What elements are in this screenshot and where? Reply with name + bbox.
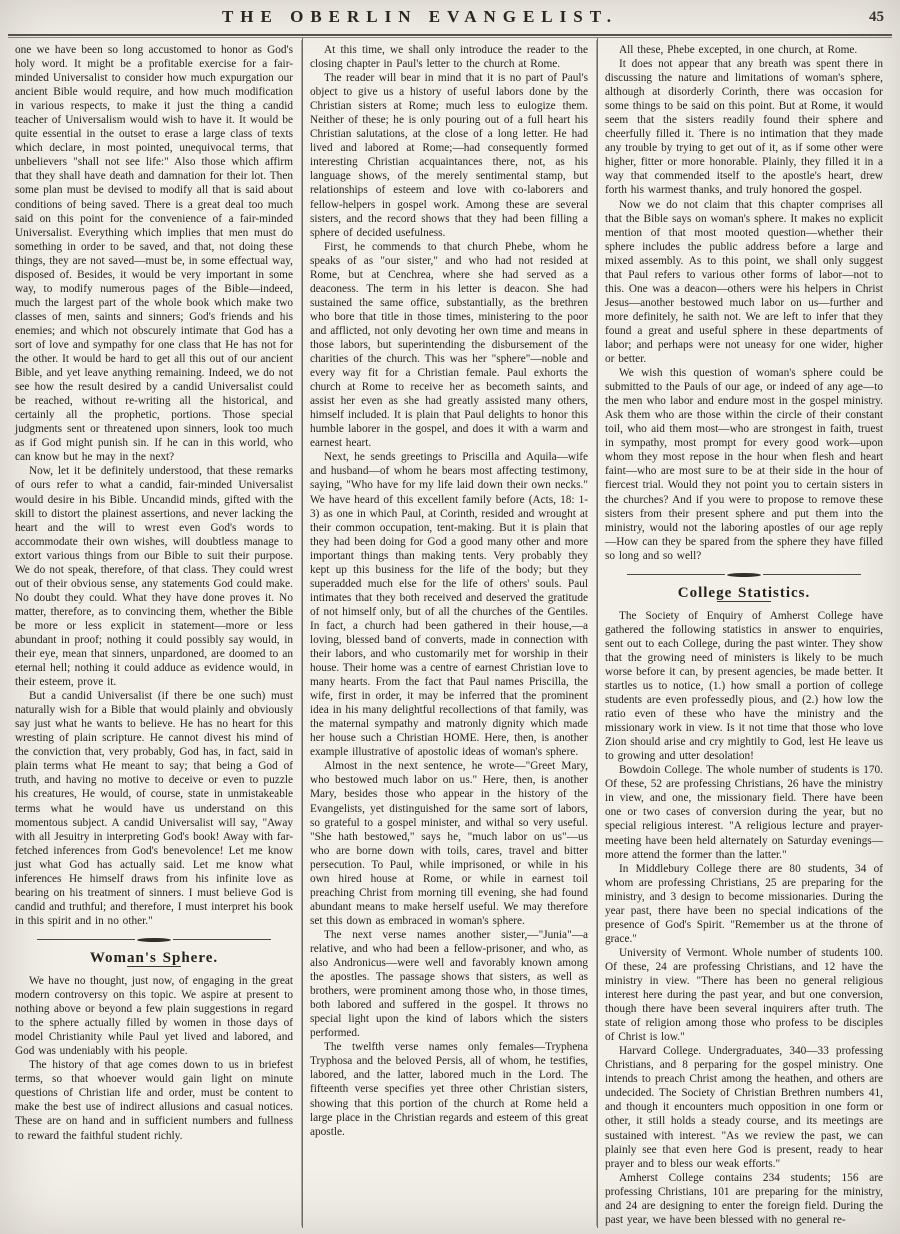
- column-3: [597, 38, 892, 1228]
- paragraph: Amherst College contains 234 students; 156 are professing Christians, 101 are preparing for the ministry, and 24 are designing to enter the foreign field. During the past year, we have been blessed with no general re-: [605, 1171, 883, 1226]
- paragraph: It does not appear that any breath was spent there in discussing the nature and limitations of woman's sphere, although at disorderly Corinth, there was occasion for some things to be said on this point. But at Rome, it would seem that the sisters readily found their sphere and cheerfully filled it. There is no intimation that they made any trouble by trying to get out of it, as if some other were higher, fitter or more honorable. Plainly, they filled it in a way that commended itself to the apostle's heart, drew forth his warmest thanks, and truly honored the gospel.: [605, 58, 883, 197]
- paragraph: Now, let it be definitely understood, that these remarks of ours refer to what a candid, fair-minded Universalist would desire in his Bible. Uncandid minds, gifted with the skill to distort the plainest assertions, and never lacking the heart and the will to wrest even God's words to accommodate their own wishes, will doubtless manage to extort various things from our Bible to suit their purpose. We do not speak, therefore, of that class. They could wrest out of their obvious sense, any statements God could make. No doubt they could. What they have done proves it. No matter, therefore, as to convincing them, whether the Bible be more or less explicit in statement—more or less abundant in proof; nothing it could possibly say would, in their eye, mean that sinners, unpardoned, are doomed to an eternal hell; nothing it could adduce as evidence would, in their esteem, prove it.: [15, 465, 293, 689]
- heading-rule: [717, 601, 771, 602]
- paragraph: The twelfth verse names only females—Tryphena Tryphosa and the beloved Persis, all of whom, he testifies, labored, and the latter, labored much in the Lord. The fifteenth verse specifies yet three other Christian sisters, showing that this portion of the church at Rome held a large place in the Christian regards and esteem of this great apostle.: [310, 1041, 588, 1138]
- paragraph: Bowdoin College. The whole number of students is 170. Of these, 52 are professing Christians, 26 have the ministry in view, and one, the missionary field. There have been one or two cases of conversion during the year, but no special religious interest. "A religious lecture and prayer-meeting have been held alternately on Saturday evenings—more attend the former than the latter.": [605, 764, 883, 861]
- paragraph: First, he commends to that church Phebe, whom he speaks of as "our sister," and who had not resided at Rome, but at Cenchrea, where she had served as a deaconess. The term in his letter is deacon. She had sustained the same office, substantially, as the brethren who bore that title in those times, ministering to the poor and afflicted, not only devoting her own time and means in those labors, but superintending the disbursement of the charities of the church. This was her "sphere"—noble and every way fit for a Christian female. Paul exhorts the church at Rome to receive her as becometh saints, and assist her even as she had greatly assisted many others, himself included. It is plain that Paul delights to honor this humble laborer in the gospel, and does it with a warm and earnest heart.: [310, 240, 588, 450]
- paragraph: But a candid Universalist (if there be one such) must naturally wish for a Bible that would plainly and obviously say just what he wants to believe. He has no heart for this wresting of plain scripture. He cannot divest his mind of the conviction that, very probably, God has, in fact, said in plain terms what He meant to say; that being a God of truth, and having no motive to deceive or even to puzzle his creatures, He would, of course, state in unmistakeable terms what he would have us understand on this momentous subject. A candid Universalist will say, "Away with all Jesuitry in interpreting God's book! Away with far-fetched inferences from God's benevolence! Let me know just what God has actually said. Let me know what inferences He himself draws from his infinite love as bearing on his treatment of sinners. I must believe God is candid and truthful; and therefore, I must interpret his book in this spirit and in no other.": [15, 690, 293, 927]
- paragraph: The history of that age comes down to us in briefest terms, so that whoever would gain light on minute questions of Christian life and order, must be content to make the best use of indirect allusions and casual notices. These are on hand and in sufficient numbers and fullness to reward the faithful student richly.: [15, 1059, 293, 1142]
- paragraph: We wish this question of woman's sphere could be submitted to the Pauls of our age, or indeed of any age—to the men who labor and endure most in the gospel ministry. Ask them who are those within the circle of their constant toil, who aid them most—who are strongest in faith, truest in sympathy, most prompt for every good work—upon whom they most repose in the hour when flesh and heart faint—who are most sure to be at their side in the hour of fiercest trial. Would they not point you to certain sisters in the churches? And if you were to propose to remove these sisters from their present sphere and put them into the ministry, would not the laboring apostles of our age reply—How can they be spared from the sphere they have filled so long and so well?: [605, 367, 883, 562]
- section-divider: [627, 573, 861, 577]
- divider-line: [627, 574, 725, 575]
- paragraph: We have no thought, just now, of engaging in the great modern controversy on this topic. We aspire at present to nothing above or beyond a few plain suggestions in regard to the sphere actually filled by women in those days of model Christianity while Paul yet lived and labored, and God was undeniably with his people.: [15, 975, 293, 1058]
- page-number: 45: [869, 9, 884, 25]
- paragraph: one we have been so long accustomed to honor as God's holy word. It might be a profitable exercise for a fair-minded Universalist to consider how much expurgation our ancient Bible would require, and how much modification in various respects, to make it just the thing a candid teacher of Universalism would wish to have it. It would be quite essential in the outset to erase a large class of texts which declare, in most pointed, unequivocal terms, that unbelievers "shall not see life:" Also those which affirm that they shall have death and damnation for their lot. Then some plan must be devised to modify all that is said about conditions of being saved. There is a great deal too much said on this point for the convenience of a fair-minded Universalist. Everything which implies that men must do something in order to be saved, and that, not doing these things, they are not saved—must be, in some effectual way, disposed of. Besides, it would be very important in some way, to modify numerous pages of the Bible—indeed, much the largest part of the whole book which make two classes of men, saints and sinners; God's friends and his enemies; and which not obscurely intimate that God has a sort of love and sympathy for one class that He has not for the other. It would be hard to get all this out of our ancient Bible, and yet leave anything remaining. Indeed, we do not see how the result desired by a candid Universalist could be reached, without re-writing all the historical, and certainly all the prophetic, portions. Those special judgments sent or threatened upon sinners, look too much as if God might punish sin. If he can in this world, who can know but he may in the next?: [15, 44, 293, 464]
- paragraph: The next verse names another sister,—"Junia"—a relative, and who had been a fellow-prisoner, and who, as also Andronicus—were well and favorably known among the apostles. The passage shows that sisters, as well as brothers, were prominent among those who, in those times, both labored and suffered in the gospel. It throws no special light upon the kind of labors which the sisters performed.: [310, 928, 588, 1040]
- divider-line: [763, 574, 861, 575]
- paragraph: The Society of Enquiry of Amherst College have gathered the following statistics in answer to enquiries, sent out to each College, during the past winter. They show that the growing need of ministers is likely to be much worse before it can, by present agencies, be made better. It startles us to notice, (1.) how small a portion of college students are even professedly pious, and (2.) how low the ratio even of these who have the ministry and the missionary work in view. Is it not time that those who love Zion should arise and cry mightily to God, lest He leave us to growing and utter desolation!: [605, 609, 883, 763]
- paragraph: All these, Phebe excepted, in one church, at Rome.: [619, 44, 858, 56]
- paragraph: University of Vermont. Whole number of students 100. Of these, 24 are professing Christians, and 12 have the ministry in view. "There has been no general religious interest here during the past year, and but one conversion, though there have been several inquirers after truth. The state of religion among those who profess to be disciples of Christ is low.": [605, 946, 883, 1044]
- section-divider: [37, 938, 271, 942]
- divider-line: [173, 939, 271, 940]
- section-heading: Woman's Sphere.: [89, 949, 219, 966]
- paragraph: Next, he sends greetings to Priscilla and Aquila—wife and husband—of whom he bears most affecting testimony, saying, "Who have for my life laid down their own necks." We have heard of this excellent family before (Acts, 18: 1-3) as one in which Paul, at Corinth, resided and wrought at their common occupation, tent-making. But it is plain that they had been doing for God a good many other and more important things than making tents. Very probably they kept up this business for the life of the body; but they superadded much else for the life of others' souls. Paul intimates that they both received and deserved the gratitude of not himself only, but of all the churches of the Gentiles. In fact, a church had been gathered in their house,—a loving, blessed band of converts, made in connection with their labors, and who customarily met for worship in their house. Their home was a centre of earnest Christian love to many hearts. From the fact that Paul names Priscilla, the wife, first in order, it may be inferred that the prominent idea in his many delightful recollections of that family, was the maternal sympathy and matronly dignity which made her house such a Christian HOME. Here, then, is another example illustrative of apostolic ideas of woman's sphere.: [310, 451, 589, 759]
- column-1: [8, 38, 302, 1228]
- paragraph: Almost in the next sentence, he wrote—"Greet Mary, who bestowed much labor on us." Here, then, is another Mary, besides those who appear in the history of the Evangelists, yet distinguished for the same sort of labors, so grateful to a gospel minister, and withal so very useful. "She hath bestowed," says he, "much labor on us"—us who are borne down with toils, cares, travel and bitter persecution. To Paul, while imprisoned, or while in his own hired house at Rome, or while in earnest toil preaching Christ from morning till evening, she had found abundant means to make herself useful. We may therefore set this down as embraced in woman's sphere.: [310, 760, 588, 927]
- newspaper-title: THE OBERLIN EVANGELIST.: [221, 7, 619, 26]
- paragraph: Harvard College. Undergraduates, 340—33 professing Christians, and 8 perparing for the gospel ministry. One intends to preach Christ among the heathen, and others are undecided. The Society of Christian Brethren numbers 41, and though it encounters much opposition in one form or other, it still holds a steady course, and its meetings are sustained with interest. "As we review the past, we can plainly see that even here God is present, ready to hear prayer and to bless our weak efforts.": [605, 1045, 883, 1170]
- paragraph: Now we do not claim that this chapter comprises all that the Bible says on woman's sphere. It makes no explicit mention of that most mooted question—whether their sphere includes the public address before a large and mixed assembly. As to this point, we shall only suggest that Paul refers to various other forms of labor—not to this. One was a deacon—others were his helpers in Christ Jesus—another bestowed much labor on us—further and more definitely, he saith not. We are left to infer that they found a great and useful sphere in these departments of labor; and perhaps were not uneasy for one wider, higher or better.: [605, 198, 883, 366]
- heading-rule: [127, 966, 181, 967]
- divider-ornament: [727, 573, 761, 577]
- section-heading: College Statistics.: [677, 584, 811, 601]
- divider-ornament: [137, 938, 171, 942]
- page-header: [0, 0, 900, 34]
- paragraph: At this time, we shall only introduce the reader to the closing chapter in Paul's letter to the church at Rome.: [310, 44, 588, 71]
- column-2: [302, 38, 597, 1228]
- paragraph: In Middlebury College there are 80 students, 34 of whom are professing Christians, 25 are preparing for the ministry, and 3 design to become missionaries. During the year past, there have been no special indications of the presence of God's Spirit. "Remember us at the throne of grace.": [605, 862, 883, 945]
- divider-line: [37, 939, 135, 940]
- column-container: [8, 38, 892, 1228]
- paragraph: The reader will bear in mind that it is no part of Paul's object to give us a history of useful labors done by the Christian sisters at Rome; much less to eulogize them. Neither of these; he is only pouring out of a full heart his Christian salutations, at the close of a long letter. He had lived and labored at Rome;—had consequently formed interesting Christian acquaintances there, not, as his language shows, of the merely sentimental stamp, but relationships of esteem and love with co-laborers and fellow-helpers in gospel work. Among these are several sisters, and the record shows that they had been filling a sphere of decided usefulness.: [310, 72, 588, 239]
